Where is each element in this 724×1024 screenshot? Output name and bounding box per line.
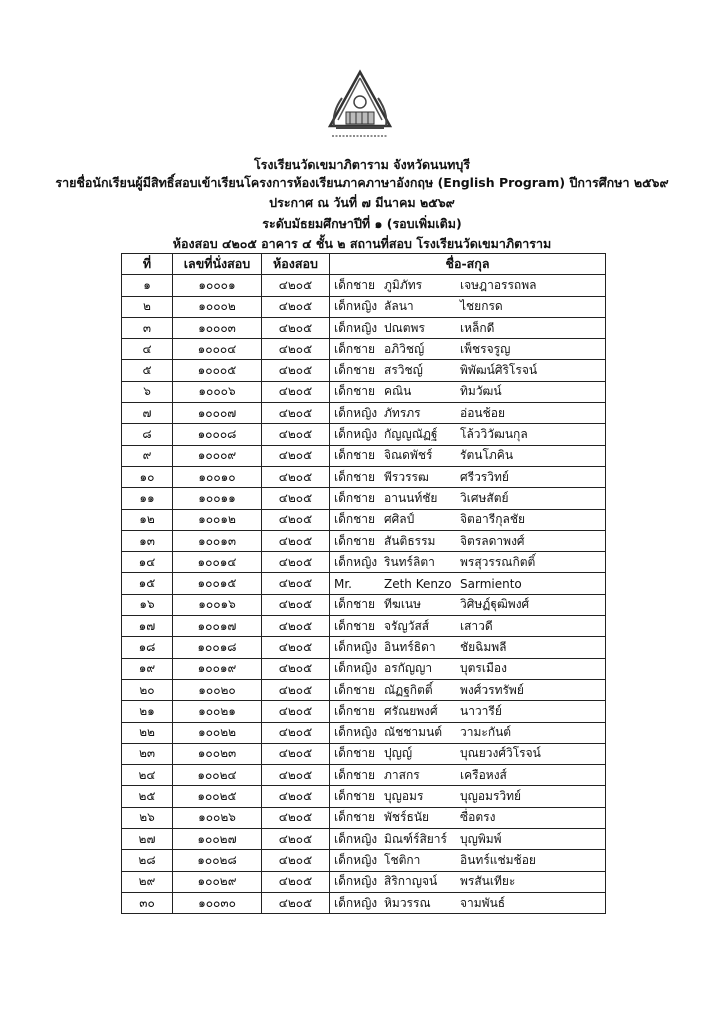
row-number: ๙ [122, 445, 173, 466]
last-name: โล้ววิวัฒนกุล [460, 427, 528, 442]
seat-number: ๑๐๐๓๐ [173, 892, 262, 913]
name-title: เด็กหญิง [334, 405, 378, 420]
seat-number: ๑๐๐๐๑ [173, 275, 262, 296]
student-name [330, 850, 606, 871]
student-name [330, 722, 606, 743]
table-row [122, 807, 606, 828]
name-title: เด็กชาย [334, 448, 376, 463]
first-name: อินทร์ธิดา [384, 639, 436, 654]
row-number: ๑๖ [122, 594, 173, 615]
name-title: เด็กชาย [334, 363, 376, 378]
name-title: เด็กหญิง [334, 852, 378, 867]
seat-number: ๑๐๐๑๕ [173, 573, 262, 594]
seat-number: ๑๐๐๐๓ [173, 317, 262, 338]
last-name: เสาวดี [460, 618, 493, 633]
seat-number: ๑๐๐๑๖ [173, 594, 262, 615]
room-number: ๔๒๐๕ [262, 552, 330, 573]
last-name: อินทร์แช่มช้อย [460, 852, 536, 867]
seat-number: ๑๐๐๑๐ [173, 466, 262, 487]
last-name: วิเศษสัตย์ [460, 490, 509, 505]
student-name [330, 445, 606, 466]
name-title: เด็กชาย [334, 597, 376, 612]
name-title: เด็กชาย [334, 682, 376, 697]
room-number: ๔๒๐๕ [262, 466, 330, 487]
col-header-no: ที่ [122, 254, 173, 275]
student-list-table [121, 253, 606, 914]
row-number: ๒๐ [122, 679, 173, 700]
student-name [330, 552, 606, 573]
first-name: ศศิลป์ [384, 512, 415, 527]
exam-room-info: ห้องสอบ ๔๒๐๕ อาคาร ๔ ชั้น ๒ สถานที่สอบ โรงเรียนวัดเขมาภิตาราม [172, 236, 552, 251]
name-title: เด็กหญิง [334, 661, 378, 676]
first-name: สิริกาญจน์ [384, 874, 438, 889]
name-title: เด็กชาย [334, 789, 376, 804]
last-name: จิตอารีกุลชัย [460, 512, 526, 527]
row-number: ๑๗ [122, 616, 173, 637]
name-title: เด็กหญิง [334, 554, 378, 569]
first-name: จรัญวัสส์ [384, 618, 430, 633]
first-name: กัญญณัฏฐ์ [384, 427, 438, 442]
seat-number: ๑๐๐๐๒ [173, 296, 262, 317]
room-number: ๔๒๐๕ [262, 573, 330, 594]
name-title: เด็กหญิง [334, 895, 378, 910]
school-name: โรงเรียนวัดเขมาภิตาราม จังหวัดนนทบุรี [253, 157, 471, 172]
table-row [122, 488, 606, 509]
first-name: ภาสกร [384, 767, 420, 782]
last-name: ไชยกรด [460, 299, 503, 314]
col-header-name: ชื่อ-สกุล [330, 254, 606, 275]
first-name: จิณดพัชร์ [384, 448, 433, 463]
student-name [330, 701, 606, 722]
room-number: ๔๒๐๕ [262, 850, 330, 871]
last-name: พิพัฒน์ศิริโรจน์ [460, 363, 538, 378]
name-title: เด็กชาย [334, 533, 376, 548]
row-number: ๒ [122, 296, 173, 317]
name-title: เด็กหญิง [334, 320, 378, 335]
student-name [330, 466, 606, 487]
seat-number: ๑๐๐๑๔ [173, 552, 262, 573]
seat-number: ๑๐๐๒๕ [173, 786, 262, 807]
last-name: บุณยวงศ์วิโรจน์ [460, 746, 541, 761]
student-name [330, 765, 606, 786]
last-name: เครือหงส์ [460, 767, 507, 782]
student-name [330, 786, 606, 807]
last-name: เจษฎาอรรถพล [460, 277, 537, 292]
seat-number: ๑๐๐๐๔ [173, 339, 262, 360]
document-title: รายชื่อนักเรียนผู้มีสิทธิ์สอบเข้าเรียนโครงการห้องเรียนภาคภาษาอังกฤษ (English Program) ปีการศึกษา ๒๕๖๙ [55, 175, 669, 190]
room-number: ๔๒๐๕ [262, 296, 330, 317]
student-name [330, 360, 606, 381]
first-name: สรวิชญ์ [384, 363, 423, 378]
row-number: ๒๓ [122, 743, 173, 764]
name-title: เด็กชาย [334, 277, 376, 292]
room-number: ๔๒๐๕ [262, 381, 330, 402]
row-number: ๒๔ [122, 765, 173, 786]
seat-number: ๑๐๐๑๓ [173, 530, 262, 551]
table-row [122, 616, 606, 637]
table-row [122, 381, 606, 402]
first-name: มิณฑ์ร์สิยาร์ [384, 831, 447, 846]
row-number: ๒๘ [122, 850, 173, 871]
row-number: ๑๓ [122, 530, 173, 551]
student-name [330, 424, 606, 445]
row-number: ๘ [122, 424, 173, 445]
student-name [330, 616, 606, 637]
student-name [330, 679, 606, 700]
last-name: พรสุวรรณกิตติ์ [460, 554, 536, 569]
first-name: หิมวรรณ [384, 895, 431, 910]
student-name [330, 403, 606, 424]
room-number: ๔๒๐๕ [262, 360, 330, 381]
room-number: ๔๒๐๕ [262, 829, 330, 850]
last-name: นาวารีย์ [460, 703, 502, 718]
room-number: ๔๒๐๕ [262, 722, 330, 743]
table-header-row [122, 254, 606, 275]
seat-number: ๑๐๐๒๙ [173, 871, 262, 892]
last-name: เหล็กดี [460, 320, 495, 335]
name-title: เด็กชาย [334, 384, 376, 399]
last-name: บุญอมรวิทย์ [460, 789, 522, 804]
row-number: ๑๐ [122, 466, 173, 487]
name-title: เด็กชาย [334, 341, 376, 356]
last-name: พรสันเทียะ [460, 874, 516, 889]
row-number: ๒๖ [122, 807, 173, 828]
room-number: ๔๒๐๕ [262, 743, 330, 764]
first-name: คณิน [384, 384, 412, 399]
last-name: รัตนโภคิน [460, 448, 514, 463]
room-number: ๔๒๐๕ [262, 679, 330, 700]
seat-number: ๑๐๐๒๓ [173, 743, 262, 764]
table-row [122, 786, 606, 807]
table-row [122, 658, 606, 679]
room-number: ๔๒๐๕ [262, 871, 330, 892]
table-row [122, 403, 606, 424]
table-row [122, 743, 606, 764]
seat-number: ๑๐๐๒๖ [173, 807, 262, 828]
col-header-room: ห้องสอบ [262, 254, 330, 275]
student-name [330, 275, 606, 296]
first-name: พีรวรรฒ [384, 469, 429, 484]
first-name: บุญอมร [384, 789, 424, 804]
first-name: ปุญญ์ [384, 746, 413, 761]
table-row [122, 573, 606, 594]
seat-number: ๑๐๐๐๙ [173, 445, 262, 466]
seat-number: ๑๐๐๒๗ [173, 829, 262, 850]
seat-number: ๑๐๐๑๒ [173, 509, 262, 530]
name-title: เด็กชาย [334, 703, 376, 718]
seat-number: ๑๐๐๒๑ [173, 701, 262, 722]
table-row [122, 594, 606, 615]
last-name: ทิมวัฒน์ [460, 384, 502, 399]
seat-number: ๑๐๐๐๖ [173, 381, 262, 402]
table-row [122, 296, 606, 317]
student-name [330, 317, 606, 338]
room-number: ๔๒๐๕ [262, 424, 330, 445]
last-name: บุญพิมพ์ [460, 831, 502, 846]
first-name: Zeth Kenzo [384, 576, 452, 591]
table-row [122, 637, 606, 658]
room-number: ๔๒๐๕ [262, 637, 330, 658]
row-number: ๑๕ [122, 573, 173, 594]
student-name [330, 509, 606, 530]
table-row [122, 765, 606, 786]
row-number: ๒๕ [122, 786, 173, 807]
name-title: เด็กหญิง [334, 299, 378, 314]
last-name: จามพันธ์ [460, 895, 506, 910]
name-title: เด็กหญิง [334, 725, 378, 740]
student-name [330, 871, 606, 892]
room-number: ๔๒๐๕ [262, 509, 330, 530]
first-name: ทีฆเนษ [384, 597, 422, 612]
student-name [330, 658, 606, 679]
last-name: Sarmiento [460, 576, 522, 591]
table-row [122, 530, 606, 551]
first-name: ณัชชามนต์ [384, 725, 443, 740]
table-row [122, 701, 606, 722]
table-row [122, 339, 606, 360]
row-number: ๑๙ [122, 658, 173, 679]
table-row [122, 424, 606, 445]
first-name: อภิวิชญ์ [384, 341, 425, 356]
table-row [122, 275, 606, 296]
first-name: อานนท์ชัย [384, 490, 438, 505]
name-title: Mr. [334, 576, 352, 591]
last-name: จิตรลดาพงศ์ [460, 533, 525, 548]
first-name: ลัลนา [384, 299, 414, 314]
last-name: ชัยฉิมพลี [460, 639, 507, 654]
first-name: ปณตพร [384, 320, 425, 335]
name-title: เด็กหญิง [334, 427, 378, 442]
room-number: ๔๒๐๕ [262, 530, 330, 551]
row-number: ๑๘ [122, 637, 173, 658]
first-name: โชติกา [384, 852, 421, 867]
row-number: ๑๑ [122, 488, 173, 509]
last-name: เพ็ชรจรูญ [460, 341, 511, 356]
row-number: ๒๒ [122, 722, 173, 743]
last-name: วิศิษฏ์ฐุฒิพงศ์ [460, 597, 530, 612]
row-number: ๑๔ [122, 552, 173, 573]
student-name [330, 339, 606, 360]
first-name: ภัทรภร [384, 405, 421, 420]
table-row [122, 722, 606, 743]
name-title: เด็กหญิง [334, 831, 378, 846]
student-name [330, 530, 606, 551]
first-name: สันติธรรม [384, 533, 436, 548]
name-title: เด็กชาย [334, 469, 376, 484]
table-row [122, 466, 606, 487]
row-number: ๑๒ [122, 509, 173, 530]
room-number: ๔๒๐๕ [262, 488, 330, 509]
row-number: ๗ [122, 403, 173, 424]
first-name: อรกัญญา [384, 661, 433, 676]
seat-number: ๑๐๐๑๗ [173, 616, 262, 637]
name-title: เด็กชาย [334, 512, 376, 527]
first-name: ภูมิภัทร [384, 277, 423, 292]
seat-number: ๑๐๐๐๘ [173, 424, 262, 445]
seat-number: ๑๐๐๑๙ [173, 658, 262, 679]
row-number: ๓๐ [122, 892, 173, 913]
room-number: ๔๒๐๕ [262, 339, 330, 360]
room-number: ๔๒๐๕ [262, 445, 330, 466]
student-name [330, 488, 606, 509]
table-row [122, 360, 606, 381]
room-number: ๔๒๐๕ [262, 892, 330, 913]
room-number: ๔๒๐๕ [262, 275, 330, 296]
seat-number: ๑๐๐๑๑ [173, 488, 262, 509]
col-header-seat: เลขที่นั่งสอบ [173, 254, 262, 275]
row-number: ๕ [122, 360, 173, 381]
row-number: ๔ [122, 339, 173, 360]
table-row [122, 871, 606, 892]
name-title: เด็กหญิง [334, 639, 378, 654]
seat-number: ๑๐๐๒๔ [173, 765, 262, 786]
last-name: อ่อนช้อย [460, 405, 505, 420]
seat-number: ๑๐๐๒๒ [173, 722, 262, 743]
room-number: ๔๒๐๕ [262, 403, 330, 424]
table-row [122, 892, 606, 913]
name-title: เด็กชาย [334, 490, 376, 505]
table-row [122, 445, 606, 466]
student-name [330, 296, 606, 317]
table-row [122, 552, 606, 573]
table-row [122, 509, 606, 530]
student-name [330, 892, 606, 913]
row-number: ๓ [122, 317, 173, 338]
table-row [122, 829, 606, 850]
last-name: พงศ์วรทรัพย์ [460, 682, 524, 697]
announcement-date: ประกาศ ณ วันที่ ๗ มีนาคม ๒๕๖๙ [269, 195, 455, 210]
room-number: ๔๒๐๕ [262, 701, 330, 722]
student-name [330, 573, 606, 594]
seat-number: ๑๐๐๐๗ [173, 403, 262, 424]
room-number: ๔๒๐๕ [262, 765, 330, 786]
student-name [330, 637, 606, 658]
name-title: เด็กชาย [334, 767, 376, 782]
name-title: เด็กหญิง [334, 874, 378, 889]
table-row [122, 850, 606, 871]
row-number: ๒๗ [122, 829, 173, 850]
room-number: ๔๒๐๕ [262, 658, 330, 679]
first-name: รินทร์ลิตา [384, 554, 435, 569]
last-name: วามะกันต์ [460, 725, 512, 740]
name-title: เด็กชาย [334, 746, 376, 761]
room-number: ๔๒๐๕ [262, 786, 330, 807]
student-name [330, 381, 606, 402]
grade-level: ระดับมัธยมศึกษาปีที่ ๑ (รอบเพิ่มเติม) [262, 216, 462, 231]
last-name: ศรีวรวิทย์ [460, 469, 509, 484]
seat-number: ๑๐๐๐๕ [173, 360, 262, 381]
seat-number: ๑๐๐๒๘ [173, 850, 262, 871]
student-name [330, 807, 606, 828]
table-row [122, 317, 606, 338]
room-number: ๔๒๐๕ [262, 807, 330, 828]
school-logo [312, 68, 408, 150]
row-number: ๑ [122, 275, 173, 296]
student-name [330, 594, 606, 615]
row-number: ๒๙ [122, 871, 173, 892]
last-name: บุตรเมือง [460, 661, 507, 676]
first-name: พัชร์ธนัย [384, 810, 430, 825]
table-row [122, 679, 606, 700]
row-number: ๖ [122, 381, 173, 402]
first-name: ณัฏฐกิตติ์ [384, 682, 433, 697]
room-number: ๔๒๐๕ [262, 594, 330, 615]
room-number: ๔๒๐๕ [262, 616, 330, 637]
first-name: ศรัณยพงศ์ [384, 703, 438, 718]
last-name: ซื่อตรง [460, 810, 496, 825]
seat-number: ๑๐๐๑๘ [173, 637, 262, 658]
name-title: เด็กชาย [334, 810, 376, 825]
row-number: ๒๑ [122, 701, 173, 722]
name-title: เด็กชาย [334, 618, 376, 633]
seat-number: ๑๐๐๒๐ [173, 679, 262, 700]
room-number: ๔๒๐๕ [262, 317, 330, 338]
student-name [330, 743, 606, 764]
student-name [330, 829, 606, 850]
